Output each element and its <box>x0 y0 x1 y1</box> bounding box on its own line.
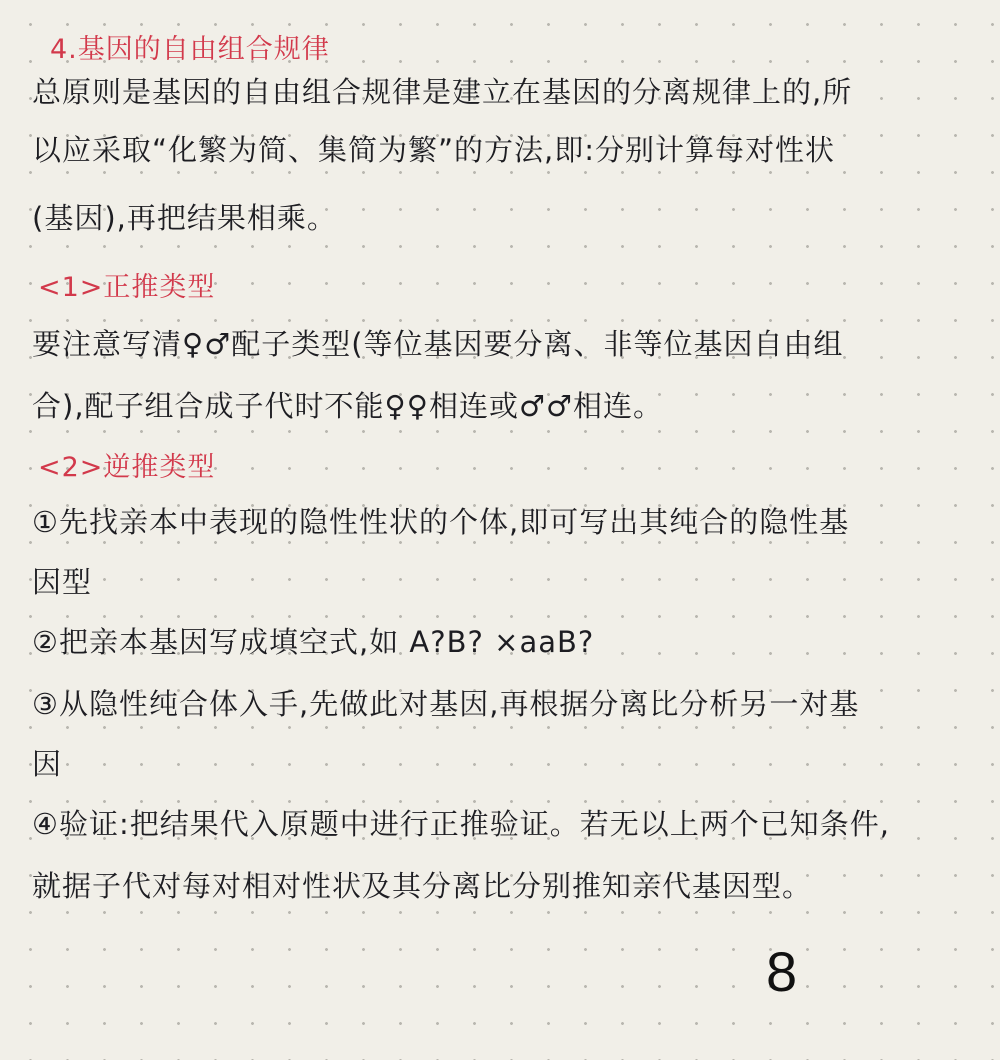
subheading-forward-inference: <1>正推类型 <box>38 272 216 303</box>
page-number: 8 <box>766 940 798 1003</box>
reverse-step-3-line-1: ③从隐性纯合体入手,先做此对基因,再根据分离比分析另一对基 <box>32 687 860 721</box>
intro-line-1: 总原则是基因的自由组合规律是建立在基因的分离规律上的,所 <box>32 75 853 109</box>
reverse-step-2: ②把亲本基因写成填空式,如 A?B? ×aaB? <box>32 625 595 659</box>
intro-line-2: 以应采取“化繁为简、集简为繁”的方法,即:分别计算每对性状 <box>32 133 836 167</box>
forward-inference-line-2: 合),配子组合成子代时不能♀♀相连或♂♂相连。 <box>32 389 664 423</box>
section-title: 4.基因的自由组合规律 <box>50 34 330 65</box>
reverse-step-3-line-2: 因 <box>32 747 63 781</box>
subheading-reverse-inference: <2>逆推类型 <box>38 452 216 483</box>
reverse-step-1-line-1: ①先找亲本中表现的隐性性状的个体,即可写出其纯合的隐性基 <box>32 505 850 539</box>
reverse-step-4-line-1: ④验证:把结果代入原题中进行正推验证。若无以上两个已知条件, <box>32 807 890 841</box>
intro-line-3: (基因),再把结果相乘。 <box>32 201 337 235</box>
reverse-step-4-line-2: 就据子代对每对相对性状及其分离比分别推知亲代基因型。 <box>32 869 813 903</box>
reverse-step-1-line-2: 因型 <box>32 565 93 599</box>
forward-inference-line-1: 要注意写清♀♂配子类型(等位基因要分离、非等位基因自由组 <box>32 327 844 361</box>
